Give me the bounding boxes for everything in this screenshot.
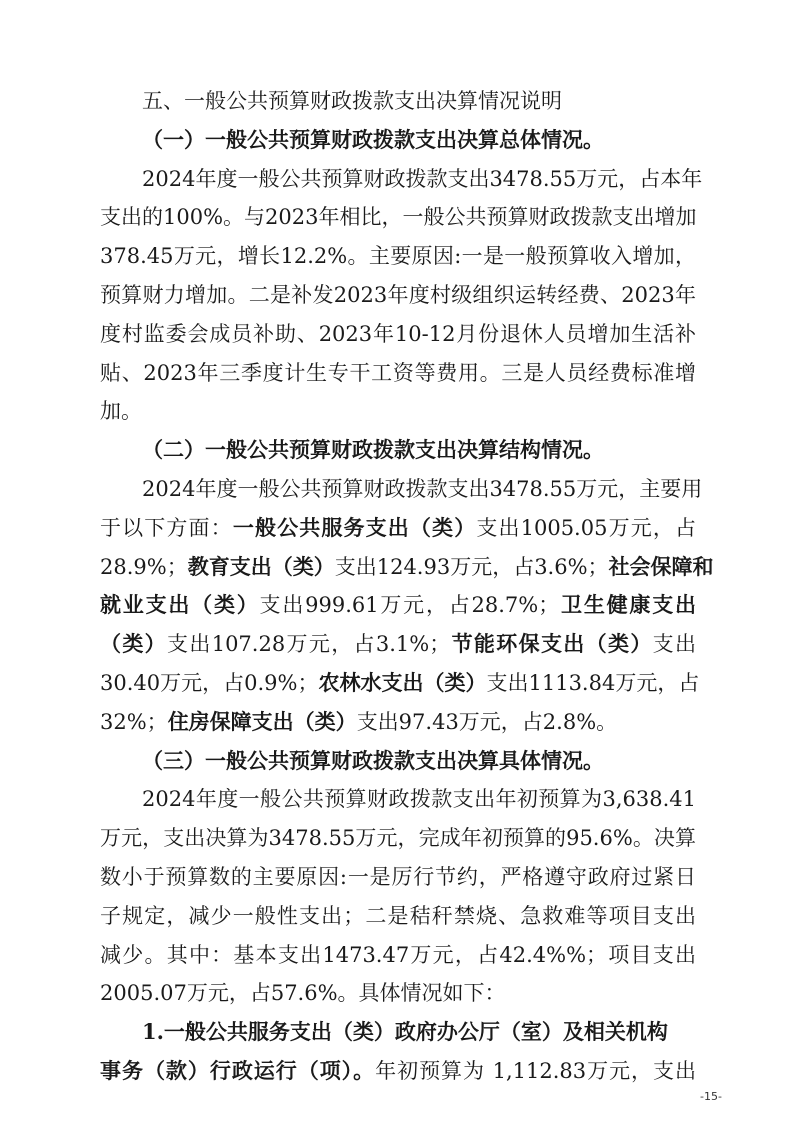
- paragraph-line: [100, 509, 696, 548]
- paragraph-line: 贴、2023年三季度计生专干工资等费用。三是人员经费标准增: [100, 360, 696, 385]
- category-name: 卫生健康支出: [559, 592, 697, 618]
- page-number: -15-: [700, 1090, 722, 1103]
- text-span: 支出124.93万元，占3.6%；: [334, 554, 609, 579]
- text-span: 支出999.61万元，占28.7%；: [259, 593, 560, 618]
- paragraph-line: 减少。其中：基本支出1473.47万元，占42.4%%；项目支出: [100, 942, 696, 967]
- section-title: 五、一般公共预算财政拨款支出决算情况说明: [142, 89, 562, 113]
- paragraph-line: 预算财力增加。二是补发2023年度村级组织运转经费、2023年: [100, 282, 696, 307]
- text-span: 30.40万元，占0.9%；: [100, 670, 319, 695]
- text-span: 32%；: [100, 709, 168, 734]
- paragraph-line: 378.45万元，增长12.2%。主要原因:一是一般预算收入增加，: [100, 244, 696, 269]
- text-span: 于以下方面：: [100, 515, 233, 540]
- category-name: 住房保障支出（类）: [167, 708, 357, 734]
- paragraph-line: 数小于预算数的主要原因:一是厉行节约，严格遵守政府过紧日: [100, 864, 696, 889]
- paragraph-line: 万元，支出决算为3478.55万元，完成年初预算的95.6%。决算: [100, 826, 696, 851]
- paragraph-line: [100, 586, 696, 625]
- subsection-heading-3: （三）一般公共预算财政拨款支出决算具体情况。: [142, 747, 604, 773]
- text-span: 年初预算为 1,112.83万元，支出: [375, 1058, 696, 1083]
- category-name: 社会保障和: [608, 553, 714, 579]
- paragraph-line: 子规定，减少一般性支出；二是秸秆禁烧、急救难等项目支出: [100, 903, 696, 928]
- subsection-heading-1: （一）一般公共预算财政拨款支出决算总体情况。: [142, 126, 604, 152]
- text-span: 支出1005.05万元，占: [476, 515, 697, 540]
- category-name: 节能环保支出（类）: [450, 631, 653, 657]
- item-heading-1: 1.一般公共服务支出（类）政府办公厅（室）及相关机构: [142, 1019, 668, 1045]
- paragraph-line: [100, 703, 696, 742]
- paragraph-line: [100, 1052, 696, 1091]
- category-name: 一般公共服务支出（类）: [232, 514, 477, 540]
- paragraph-line: 支出的100%。与2023年相比，一般公共预算财政拨款支出增加: [100, 205, 697, 230]
- text-span: 支出107.28万元，占3.1%；: [167, 632, 451, 657]
- paragraph-line: 2005.07万元，占57.6%。具体情况如下：: [100, 981, 506, 1006]
- paragraph-line: 度村监委会成员补助、2023年10-12月份退休人员增加生活补: [100, 321, 696, 346]
- paragraph-line: 2024年度一般公共预算财政拨款支出3478.55万元，主要用: [142, 476, 703, 501]
- text-span: 支出: [652, 632, 697, 657]
- subsection-heading-2: （二）一般公共预算财政拨款支出决算结构情况。: [142, 437, 604, 463]
- item-subject: 事务（款）行政运行（项）。: [100, 1057, 376, 1083]
- paragraph-line: [100, 548, 714, 587]
- category-name: （类）: [100, 631, 168, 657]
- text-span: 支出97.43万元，占2.8%。: [356, 709, 618, 734]
- paragraph-line: 加。: [100, 399, 142, 424]
- paragraph-line: 2024年度一般公共预算财政拨款支出年初预算为3,638.41: [142, 787, 696, 812]
- document-body: [100, 82, 714, 1091]
- text-span: 支出1113.84万元，占: [486, 670, 700, 695]
- paragraph-line: 2024年度一般公共预算财政拨款支出3478.55万元，占本年: [142, 166, 703, 191]
- category-name: 农林水支出（类）: [318, 669, 487, 695]
- paragraph-line: [100, 625, 696, 664]
- category-name: 就业支出（类）: [100, 592, 260, 618]
- paragraph-line: [100, 664, 700, 703]
- category-name: 教育支出（类）: [187, 553, 335, 579]
- text-span: 28.9%；: [100, 554, 188, 579]
